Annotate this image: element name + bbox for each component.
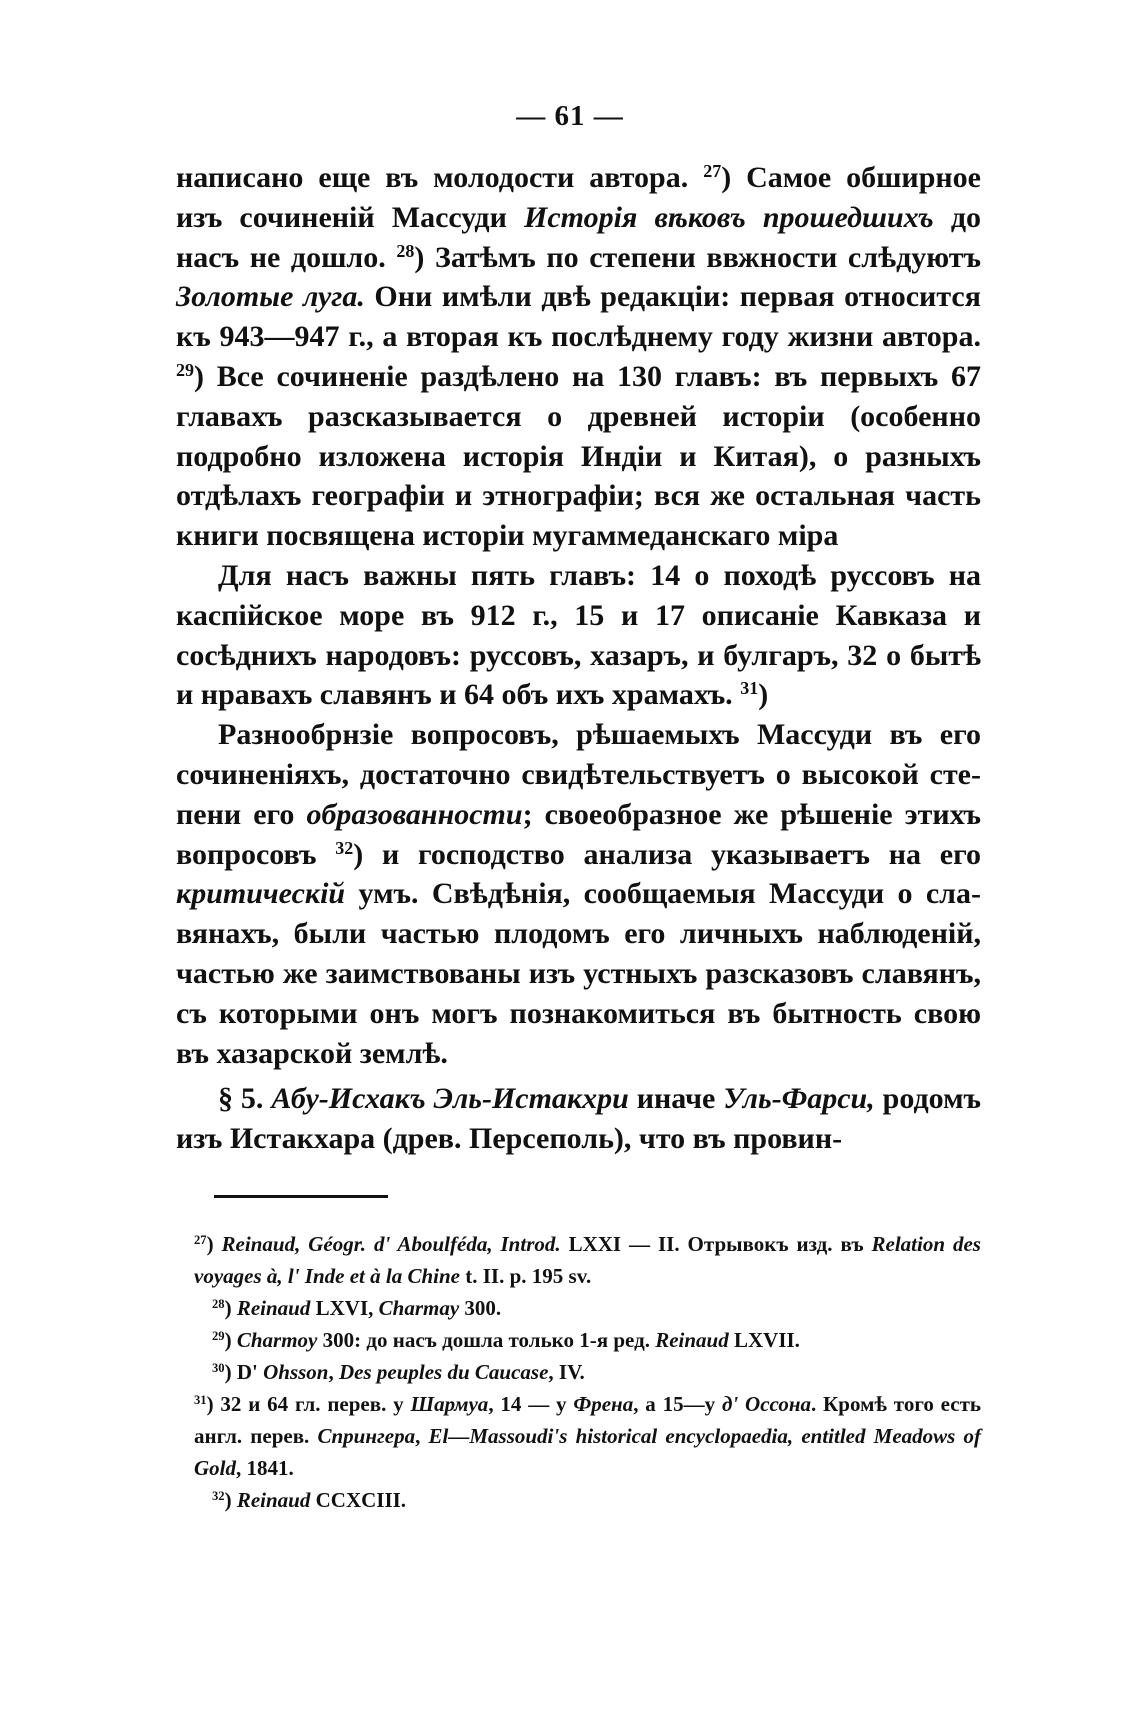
footnote-mark: 28 xyxy=(212,1297,225,1312)
author-name-italic: Абу-Исхакъ Эль-Истакхри xyxy=(271,1082,629,1116)
footnote-ref-31[interactable]: 31 xyxy=(740,678,759,699)
footnote-ref-27[interactable]: 27 xyxy=(703,161,722,182)
footnote-mark: 32 xyxy=(212,1489,225,1504)
footnote-30: $^{30}$) D' Ohsson, Des peuples du Caucase, IV. xyxy=(212,1360,585,1384)
footnote-31: $^{31}$) 32 и 64 гл. перев. у Шармуа, 14 — у Френа, а 15—у д' Оссона. Кромѣ того есть англ. перев. Спрингера, El—Massoudi's historical encyclopaedia, entitled Meadows of Gold, 1841. xyxy=(194,1392,981,1480)
emphasis-italic: образованности xyxy=(306,797,523,831)
footnote-ref-32[interactable]: 32 xyxy=(335,837,354,858)
footnote-mark: 30 xyxy=(212,1361,225,1376)
footnote-28: $^{28}$) Reinaud LXVI, Charmay 300. xyxy=(212,1296,502,1320)
page-number: — 61 — xyxy=(516,100,624,132)
footnote-27: $^{27}$) Reinaud, Géogr. d' Aboulféda, Introd. LXXI — II. Отрывокъ изд. въ Relation des voyages à, l' Inde et à la Chine t. II. p. 195 sv. xyxy=(194,1232,981,1288)
footnote-mark: 31 xyxy=(194,1393,207,1408)
footnote-32: $^{32}$) Reinaud CCXCIII. xyxy=(212,1488,407,1512)
footnote-mark: 29 xyxy=(212,1329,225,1344)
paragraph-3: Разнообрнзіе вопросовъ, рѣшаемыхъ Массуди въ его сочиненіяхъ, достаточно свидѣтельствуетъ о высокой степени его образованности; своеобразное же рѣшеніе этихъ вопросовъ $^{32}$) и господство анализа указываетъ на его критическій умъ. Свѣдѣнія, сообщаемыя Массуди о славянахъ, были частью плодомъ его личныхъ наблюденій, частью же заимствованы изъ устныхъ разсказовъ славянъ, съ которыми онъ могъ познакомиться въ бытность свою въ хазарской землѣ. xyxy=(176,718,981,1070)
footnote-divider xyxy=(214,1195,388,1198)
emphasis-italic: критическій xyxy=(176,877,346,911)
footnote-ref-28[interactable]: 28 xyxy=(396,240,415,261)
footnote-ref-29[interactable]: 29 xyxy=(176,360,194,381)
footnote-mark: 27 xyxy=(194,1233,207,1248)
section-mark: § 5. xyxy=(218,1082,272,1116)
section-5-paragraph: § 5. Абу-Исхакъ Эль-Истакхри иначе Уль-Фарси, родомъ изъ Истакхара (древ. Персеполь), что въ провин- xyxy=(176,1082,981,1156)
footnotes xyxy=(194,1228,981,1516)
paragraph-2: Для насъ важны пять главъ: 14 о походѣ руссовъ на каспійское море въ 912 г., 15 и 17 описаніе Кавказа и сосѣднихъ народовъ: руссовъ, хазаръ, и булгаръ, 32 о бытѣ и нравахъ славянъ и 64 объ ихъ храмахъ. $^{31}$) xyxy=(176,558,981,712)
paragraph-1: написано еще въ молодости автора. $^{27}$) Самое обширное изъ сочиненій Массуди Исторія вѣковъ прошедшихъ до насъ не дошло. $^{28}$) Затѣмъ по степени ввжности слѣдуютъ Золотые луга. Они имѣли двѣ редакціи: первая относится къ 943—947 г., а вторая къ послѣднему году жизни автора. $^{29}$) Все сочиненіе раздѣлено на 130 главъ: въ первыхъ 67 главахъ разсказывается о древней исторіи (особенно подробно изложена исторія Индіи и Китая), о разныхъ отдѣлахъ географіи и этнографіи; вся же остальная часть книги посвящена исторіи мугаммеданскаго міра xyxy=(176,161,982,553)
book-title-italic: Исторія вѣковъ прошедшихъ xyxy=(523,200,934,234)
main-text xyxy=(176,158,981,1159)
author-name-italic: Уль-Фарси, xyxy=(723,1082,875,1116)
footnote-29: $^{29}$) Charmoy 300: до насъ дошла только 1-я ред. Reinaud LXVII. xyxy=(212,1328,800,1352)
book-title-italic: Золотые луга. xyxy=(176,280,365,314)
